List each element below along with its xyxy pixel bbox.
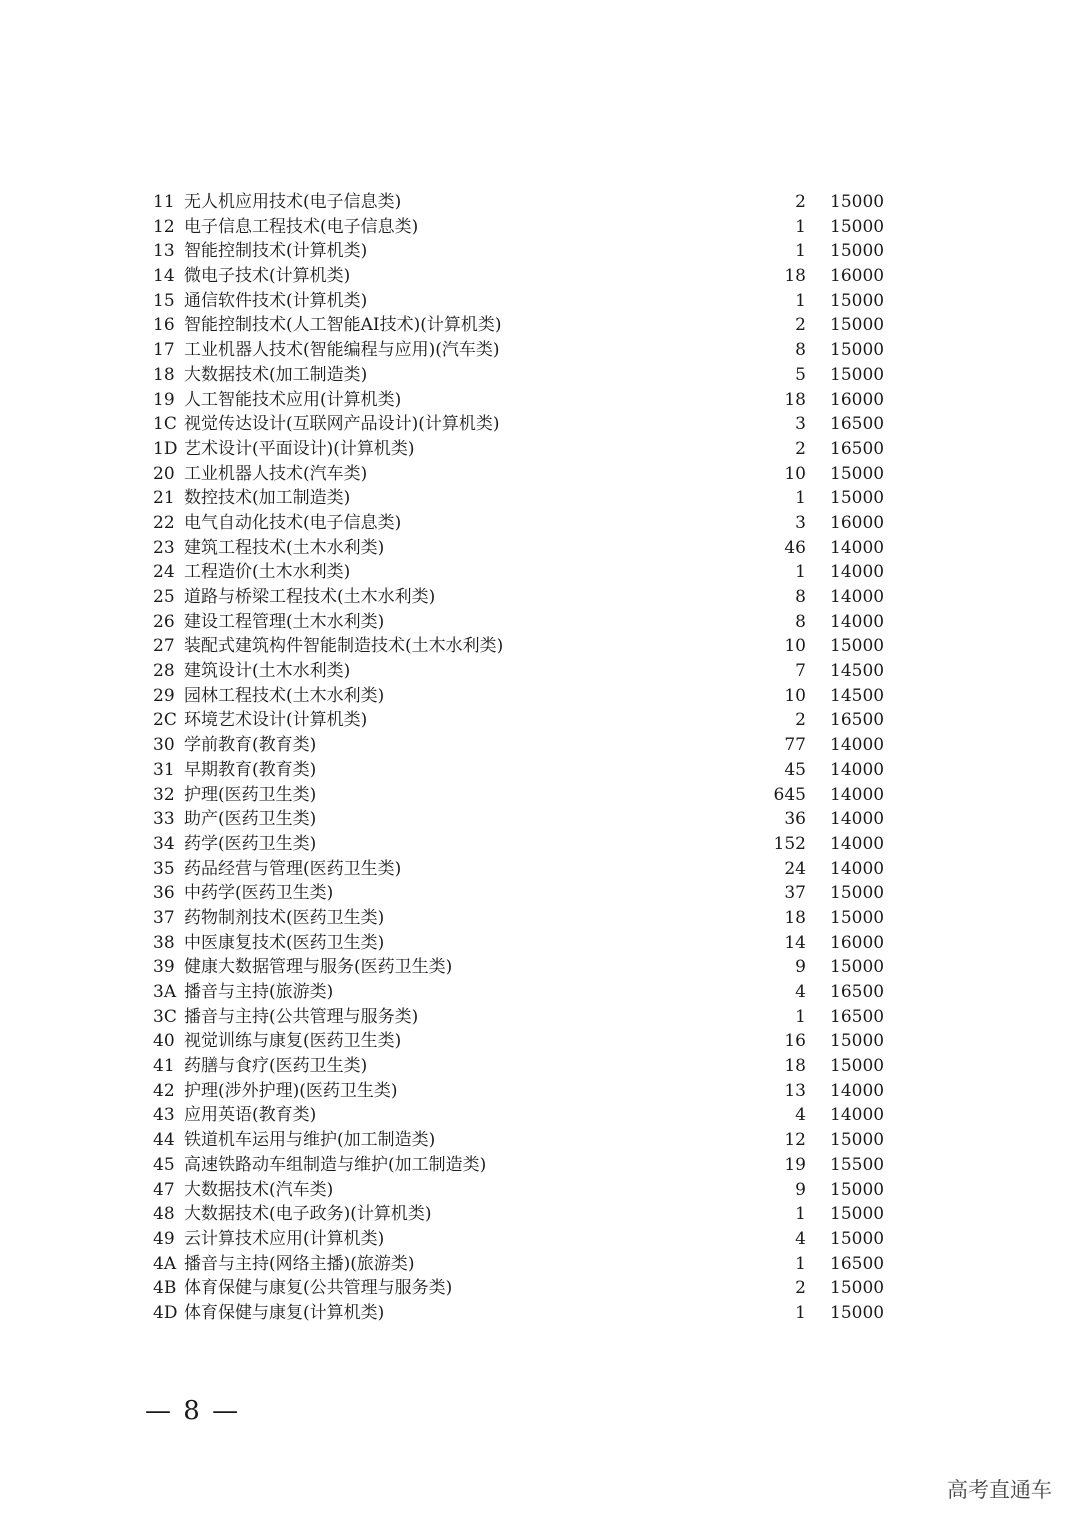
table-row [0, 1252, 1080, 1277]
tuition-fee: 16000 [830, 512, 885, 533]
major-code: 35 [153, 858, 175, 879]
enrollment-count: 5 [795, 364, 806, 385]
tuition-fee: 15000 [830, 1278, 885, 1299]
enrollment-count: 37 [784, 883, 806, 904]
major-name: 视觉训练与康复(医药卫生类) [184, 1031, 402, 1052]
major-code: 48 [153, 1204, 175, 1225]
major-name: 播音与主持(公共管理与服务类) [184, 1006, 419, 1027]
tuition-fee: 15000 [830, 315, 885, 336]
major-code: 3A [153, 982, 177, 1002]
major-name: 健康大数据管理与服务(医药卫生类) [184, 957, 453, 978]
tuition-fee: 14000 [830, 858, 885, 879]
major-name: 药学(医药卫生类) [184, 833, 317, 854]
table-row [0, 931, 1080, 956]
table-row [0, 239, 1080, 264]
major-name: 装配式建筑构件智能制造技术(土木水利类) [184, 636, 504, 657]
major-code: 24 [153, 562, 175, 583]
major-code: 4A [153, 1253, 177, 1274]
major-code: 47 [153, 1179, 175, 1200]
tuition-fee: 14000 [830, 735, 885, 756]
major-code: 12 [153, 216, 175, 237]
major-code: 23 [153, 537, 175, 558]
major-name: 学前教育(教育类) [184, 735, 317, 756]
table-row [0, 881, 1080, 906]
table-row [0, 536, 1080, 561]
table-row [0, 906, 1080, 931]
major-code: 31 [153, 759, 175, 780]
major-code: 1D [153, 438, 178, 459]
tuition-fee: 16500 [830, 438, 885, 459]
enrollment-count: 1 [795, 562, 806, 583]
tuition-fee: 14000 [830, 1105, 885, 1126]
major-code: 40 [153, 1031, 175, 1052]
enrollment-count: 3 [795, 512, 806, 533]
tuition-fee: 15000 [830, 883, 885, 904]
tuition-fee: 14000 [830, 611, 885, 632]
enrollment-count: 24 [784, 858, 806, 879]
enrollment-count: 2 [795, 1278, 806, 1299]
major-code: 15 [153, 290, 175, 311]
page-number: — 8 — [145, 1396, 241, 1426]
tuition-fee: 15000 [830, 216, 885, 237]
enrollment-count: 19 [784, 1154, 806, 1175]
tuition-fee: 15000 [830, 1204, 885, 1225]
tuition-fee: 14000 [830, 759, 885, 780]
major-name: 药品经营与管理(医药卫生类) [184, 858, 402, 879]
table-row [0, 289, 1080, 314]
table-row [0, 832, 1080, 857]
major-code: 14 [153, 266, 175, 287]
tuition-fee: 16500 [830, 710, 885, 731]
enrollment-count: 7 [795, 661, 806, 682]
major-code: 33 [153, 809, 175, 830]
enrollment-count: 36 [784, 809, 806, 830]
major-name: 铁道机车运用与维护(加工制造类) [184, 1130, 436, 1151]
major-code: 27 [153, 636, 175, 657]
tuition-fee: 14500 [830, 685, 885, 706]
enrollment-count: 1 [795, 1302, 806, 1323]
major-name: 工业机器人技术(智能编程与应用)(汽车类) [184, 340, 500, 361]
major-name: 播音与主持(网络主播)(旅游类) [184, 1253, 415, 1274]
enrollment-count: 2 [795, 438, 806, 459]
major-name: 通信软件技术(计算机类) [184, 290, 368, 311]
tuition-fee: 15000 [830, 907, 885, 928]
major-name: 早期教育(教育类) [184, 759, 317, 780]
major-code: 41 [153, 1056, 175, 1077]
major-name: 工业机器人技术(汽车类) [184, 463, 368, 484]
major-code: 26 [153, 611, 175, 632]
enrollment-count: 8 [795, 611, 806, 632]
enrollment-count: 1 [795, 241, 806, 262]
enrollment-count: 8 [795, 587, 806, 607]
table-row [0, 1276, 1080, 1301]
tuition-fee: 16500 [830, 1253, 885, 1274]
table-row [0, 190, 1080, 215]
major-name: 大数据技术(加工制造类) [184, 364, 368, 385]
enrollment-count: 10 [784, 463, 806, 484]
major-name: 人工智能技术应用(计算机类) [184, 389, 402, 410]
major-code: 32 [153, 784, 175, 805]
tuition-fee: 14000 [830, 562, 885, 583]
major-name: 高速铁路动车组制造与维护(加工制造类) [184, 1154, 487, 1175]
major-code: 2C [153, 710, 177, 731]
major-code: 43 [153, 1105, 175, 1126]
major-code: 39 [153, 957, 175, 978]
enrollment-count: 4 [795, 1105, 806, 1126]
major-name: 应用英语(教育类) [184, 1105, 317, 1126]
table-row [0, 1227, 1080, 1252]
major-code: 25 [153, 587, 175, 607]
major-code: 30 [153, 735, 175, 756]
tuition-fee: 15000 [830, 1056, 885, 1077]
major-code: 16 [153, 315, 175, 336]
major-name: 道路与桥梁工程技术(土木水利类) [184, 587, 436, 607]
major-name: 云计算技术应用(计算机类) [184, 1228, 385, 1249]
major-code: 45 [153, 1154, 175, 1175]
major-name: 环境艺术设计(计算机类) [184, 710, 368, 731]
table-row [0, 462, 1080, 487]
enrollment-count: 3 [795, 414, 806, 435]
enrollment-table [0, 190, 1080, 1326]
enrollment-count: 14 [784, 932, 806, 953]
enrollment-count: 1 [795, 488, 806, 509]
table-row [0, 758, 1080, 783]
enrollment-count: 1 [795, 1253, 806, 1274]
major-code: 17 [153, 340, 175, 361]
major-name: 大数据技术(电子政务)(计算机类) [184, 1204, 432, 1225]
tuition-fee: 14500 [830, 661, 885, 682]
enrollment-count: 9 [795, 957, 806, 978]
major-code: 19 [153, 389, 175, 410]
major-code: 1C [153, 414, 177, 435]
enrollment-count: 2 [795, 315, 806, 336]
enrollment-count: 10 [784, 636, 806, 657]
major-name: 大数据技术(汽车类) [184, 1179, 334, 1200]
tuition-fee: 15000 [830, 364, 885, 385]
table-row [0, 486, 1080, 511]
tuition-fee: 15000 [830, 290, 885, 311]
tuition-fee: 14000 [830, 1080, 885, 1101]
enrollment-count: 13 [784, 1080, 806, 1101]
tuition-fee: 15000 [830, 340, 885, 361]
major-code: 29 [153, 685, 175, 706]
major-name: 建筑设计(土木水利类) [184, 661, 351, 682]
tuition-fee: 14000 [830, 809, 885, 830]
tuition-fee: 14000 [830, 784, 885, 805]
table-row [0, 1029, 1080, 1054]
major-name: 播音与主持(旅游类) [184, 982, 334, 1002]
table-row [0, 338, 1080, 363]
tuition-fee: 15000 [830, 1179, 885, 1200]
major-name: 体育保健与康复(公共管理与服务类) [184, 1278, 453, 1299]
major-code: 4B [153, 1278, 177, 1299]
table-row [0, 1128, 1080, 1153]
major-name: 药膳与食疗(医药卫生类) [184, 1056, 368, 1077]
enrollment-count: 4 [795, 982, 806, 1002]
enrollment-count: 8 [795, 340, 806, 361]
major-name: 无人机应用技术(电子信息类) [184, 192, 402, 212]
tuition-fee: 15000 [830, 1130, 885, 1151]
table-row [0, 511, 1080, 536]
tuition-fee: 14000 [830, 537, 885, 558]
table-row [0, 659, 1080, 684]
major-code: 38 [153, 932, 175, 953]
tuition-fee: 15000 [830, 241, 885, 262]
table-row [0, 634, 1080, 659]
table-row [0, 857, 1080, 882]
major-code: 20 [153, 463, 175, 484]
table-row [0, 560, 1080, 585]
table-row [0, 388, 1080, 413]
table-row [0, 585, 1080, 610]
major-code: 49 [153, 1228, 175, 1249]
enrollment-count: 77 [784, 735, 806, 756]
table-row [0, 1153, 1080, 1178]
tuition-fee: 16500 [830, 982, 885, 1002]
enrollment-count: 46 [784, 537, 806, 558]
tuition-fee: 15000 [830, 1302, 885, 1323]
tuition-fee: 14000 [830, 833, 885, 854]
major-name: 中医康复技术(医药卫生类) [184, 932, 385, 953]
major-code: 42 [153, 1080, 175, 1101]
tuition-fee: 15500 [830, 1154, 885, 1175]
enrollment-count: 9 [795, 1179, 806, 1200]
tuition-fee: 16000 [830, 389, 885, 410]
enrollment-count: 645 [773, 784, 806, 805]
major-name: 智能控制技术(人工智能AI技术)(计算机类) [184, 315, 502, 336]
major-name: 工程造价(土木水利类) [184, 562, 351, 583]
tuition-fee: 15000 [830, 1228, 885, 1249]
major-name: 艺术设计(平面设计)(计算机类) [184, 438, 415, 459]
major-name: 电气自动化技术(电子信息类) [184, 512, 402, 533]
major-name: 助产(医药卫生类) [184, 809, 317, 830]
major-name: 建设工程管理(土木水利类) [184, 611, 385, 632]
table-row [0, 684, 1080, 709]
enrollment-count: 4 [795, 1228, 806, 1249]
tuition-fee: 15000 [830, 192, 885, 212]
major-code: 36 [153, 883, 175, 904]
major-code: 34 [153, 833, 175, 854]
major-name: 微电子技术(计算机类) [184, 266, 351, 287]
major-code: 13 [153, 241, 175, 262]
major-name: 护理(涉外护理)(医药卫生类) [184, 1080, 398, 1101]
tuition-fee: 16500 [830, 414, 885, 435]
table-row [0, 783, 1080, 808]
tuition-fee: 15000 [830, 488, 885, 509]
major-name: 电子信息工程技术(电子信息类) [184, 216, 419, 237]
table-row [0, 807, 1080, 832]
major-name: 中药学(医药卫生类) [184, 883, 334, 904]
major-name: 视觉传达设计(互联网产品设计)(计算机类) [184, 414, 500, 435]
enrollment-count: 2 [795, 710, 806, 731]
major-name: 数控技术(加工制造类) [184, 488, 351, 509]
major-code: 21 [153, 488, 175, 509]
major-name: 建筑工程技术(土木水利类) [184, 537, 385, 558]
major-code: 4D [153, 1302, 178, 1323]
table-row [0, 1202, 1080, 1227]
major-name: 园林工程技术(土木水利类) [184, 685, 385, 706]
table-row [0, 1301, 1080, 1326]
major-name: 智能控制技术(计算机类) [184, 241, 368, 262]
major-code: 37 [153, 907, 175, 928]
enrollment-count: 18 [784, 266, 806, 287]
table-row [0, 708, 1080, 733]
enrollment-count: 16 [784, 1031, 806, 1052]
major-code: 18 [153, 364, 175, 385]
table-row [0, 733, 1080, 758]
enrollment-count: 18 [784, 907, 806, 928]
major-code: 28 [153, 661, 175, 682]
major-name: 药物制剂技术(医药卫生类) [184, 907, 385, 928]
tuition-fee: 15000 [830, 957, 885, 978]
enrollment-count: 1 [795, 1006, 806, 1027]
tuition-fee: 15000 [830, 1031, 885, 1052]
enrollment-count: 2 [795, 192, 806, 212]
table-row [0, 1079, 1080, 1104]
table-row [0, 1103, 1080, 1128]
major-name: 体育保健与康复(计算机类) [184, 1302, 385, 1323]
table-row [0, 363, 1080, 388]
tuition-fee: 15000 [830, 636, 885, 657]
table-row [0, 955, 1080, 980]
major-code: 22 [153, 512, 175, 533]
table-row [0, 1005, 1080, 1030]
table-row [0, 412, 1080, 437]
tuition-fee: 15000 [830, 463, 885, 484]
major-name: 护理(医药卫生类) [184, 784, 317, 805]
enrollment-count: 1 [795, 290, 806, 311]
table-row [0, 610, 1080, 635]
enrollment-count: 1 [795, 1204, 806, 1225]
major-code: 3C [153, 1006, 177, 1027]
enrollment-count: 12 [784, 1130, 806, 1151]
table-row [0, 437, 1080, 462]
table-row [0, 1178, 1080, 1203]
table-row [0, 264, 1080, 289]
major-code: 44 [153, 1130, 175, 1151]
enrollment-count: 10 [784, 685, 806, 706]
enrollment-count: 45 [784, 759, 806, 780]
table-row [0, 215, 1080, 240]
enrollment-count: 18 [784, 389, 806, 410]
tuition-fee: 14000 [830, 587, 885, 607]
table-row [0, 980, 1080, 1005]
tuition-fee: 16000 [830, 932, 885, 953]
watermark: 高考直通车 [947, 1478, 1052, 1502]
major-code: 11 [153, 192, 175, 212]
table-row [0, 1054, 1080, 1079]
enrollment-count: 1 [795, 216, 806, 237]
enrollment-count: 152 [773, 833, 806, 854]
tuition-fee: 16500 [830, 1006, 885, 1027]
tuition-fee: 16000 [830, 266, 885, 287]
table-row [0, 313, 1080, 338]
enrollment-count: 18 [784, 1056, 806, 1077]
